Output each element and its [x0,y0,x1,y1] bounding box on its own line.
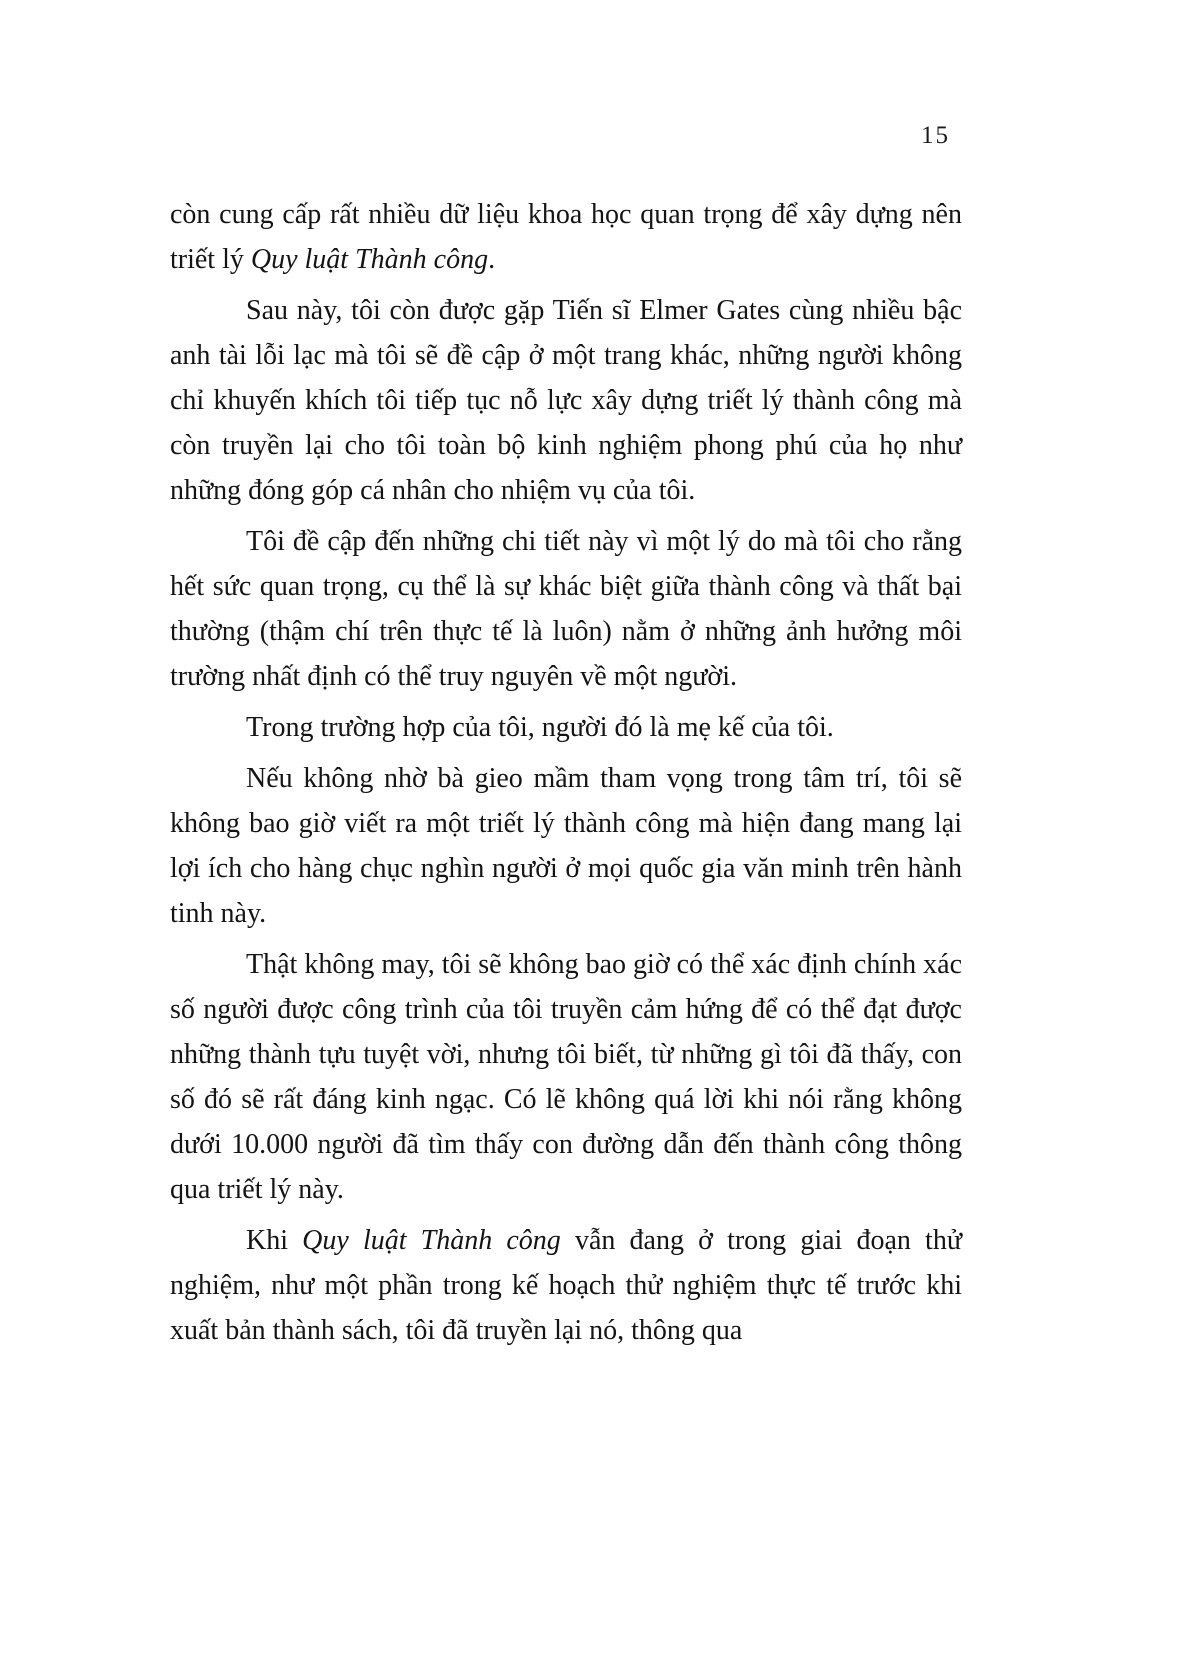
paragraph [170,705,962,750]
paragraph [170,288,962,513]
paragraph [170,1218,962,1353]
page-body [170,192,962,1359]
text-segment: Sau này, tôi còn được gặp Tiến sĩ Elmer Gates cùng nhiều bậc anh tài lỗi lạc mà tôi sẽ đề cập ở một trang khác, những người không chỉ khuyến khích tôi tiếp tục nỗ lực xây dựng triết lý thành công mà còn truyền lại cho tôi toàn bộ kinh nghiệm phong phú của họ như những đóng góp cá nhân cho nhiệm vụ của tôi. [170,295,962,506]
text-segment: Trong trường hợp của tôi, người đó là mẹ kế của tôi. [246,712,834,743]
text-segment: Tôi đề cập đến những chi tiết này vì một lý do mà tôi cho rằng hết sức quan trọng, cụ thể là sự khác biệt giữa thành công và thất bại thường (thậm chí trên thực tế là luôn) nằm ở những ảnh hưởng môi trường nhất định có thể truy nguyên về một người. [170,526,962,692]
paragraph [170,942,962,1212]
text-segment: Khi [246,1225,303,1256]
page-number: 15 [921,122,950,149]
italic-text-segment: Quy luật Thành công [302,1225,561,1256]
text-segment: vẫn đang ở trong giai đoạn thử nghiệm, như một phần trong kế hoạch thử nghiệm thực tế trước khi xuất bản thành sách, tôi đã truyền lại nó, thông qua [170,1225,962,1346]
text-segment: Nếu không nhờ bà gieo mầm tham vọng trong tâm trí, tôi sẽ không bao giờ viết ra một triết lý thành công mà hiện đang mang lại lợi ích cho hàng chục nghìn người ở mọi quốc gia văn minh trên hành tinh này. [170,763,962,929]
text-segment: Thật không may, tôi sẽ không bao giờ có thể xác định chính xác số người được công trình của tôi truyền cảm hứng để có thể đạt được những thành tựu tuyệt vời, nhưng tôi biết, từ những gì tôi đã thấy, con số đó sẽ rất đáng kinh ngạc. Có lẽ không quá lời khi nói rằng không dưới 10.000 người đã tìm thấy con đường dẫn đến thành công thông qua triết lý này. [170,949,962,1205]
text-segment: . [488,244,496,275]
italic-text-segment: Quy luật Thành công [250,244,489,275]
paragraph [170,756,962,936]
paragraph [170,192,962,282]
paragraph [170,519,962,699]
text-segment: còn cung cấp rất nhiều dữ liệu khoa học quan trọng để xây dựng nên triết lý [170,199,962,275]
